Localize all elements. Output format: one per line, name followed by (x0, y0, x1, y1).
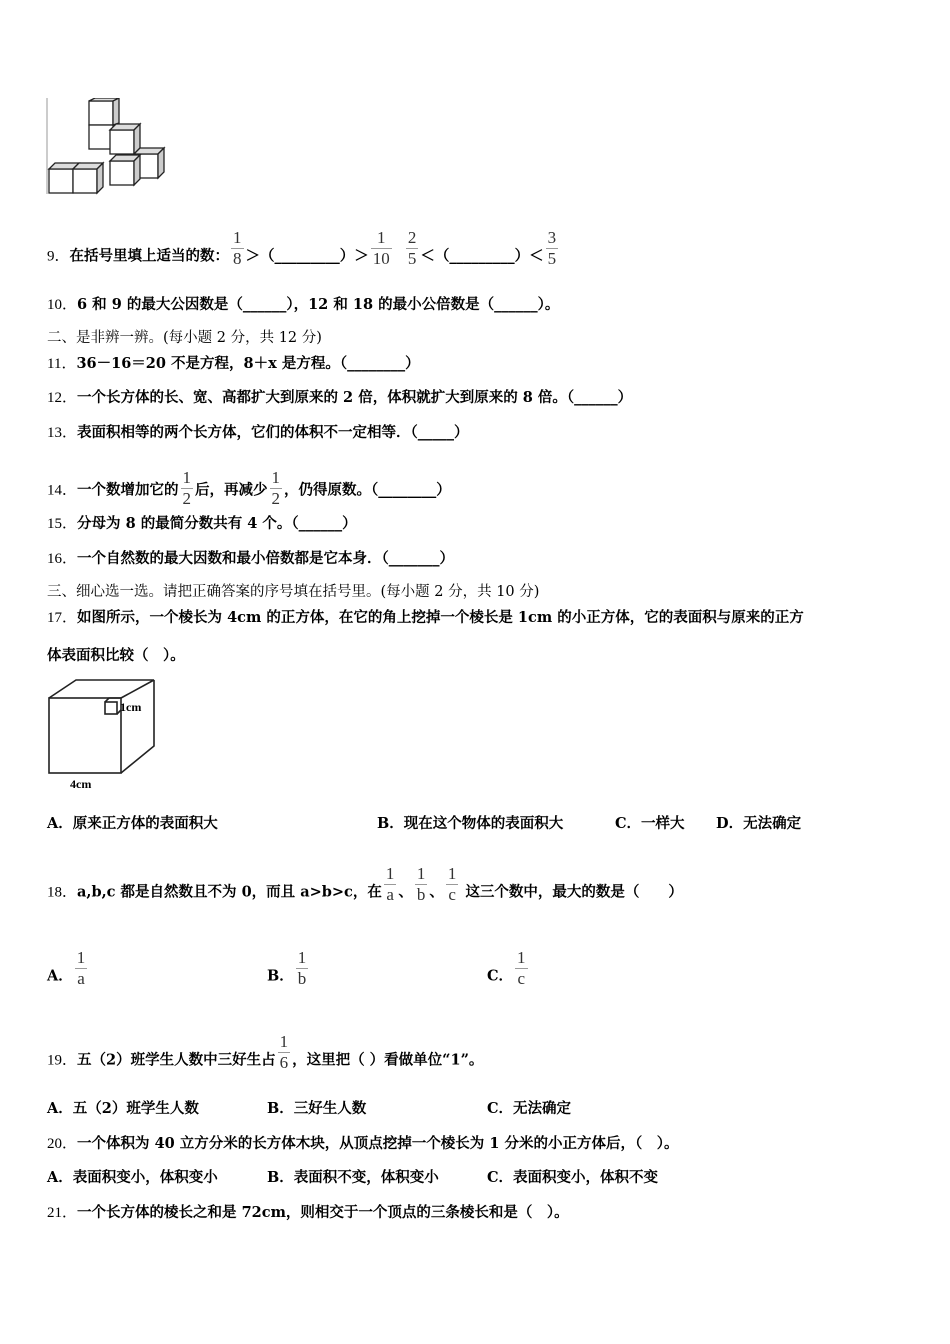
section-2-heading: 二、是非辨一辨。(每小题 2 分，共 12 分) (47, 330, 322, 346)
denominator: b (416, 885, 426, 904)
text (97, 163, 103, 193)
text: ，这里把（ ）看做单位“1”。 (292, 1051, 484, 1069)
text: 后，再减少 (195, 481, 268, 499)
text (110, 161, 134, 185)
text: 一个长方体的棱长之和是 72cm，则相交于一个顶点的三条棱长和是（ ）。 (77, 1204, 569, 1221)
text (89, 101, 113, 125)
fraction (231, 228, 244, 269)
numerator: 1 (371, 228, 392, 249)
denominator: c (448, 885, 456, 904)
text (73, 169, 97, 193)
text: 18． (47, 884, 78, 901)
option-b[interactable]: B．现在这个物体的表面积大 (377, 815, 564, 832)
denominator: 6 (279, 1053, 289, 1072)
numerator: 1 (517, 948, 526, 967)
denominator: 8 (233, 249, 242, 268)
text: 21． (47, 1205, 78, 1221)
question-17-cont: 体表面积比较（ ）。 (47, 647, 185, 664)
text: 6 和 9 的最大公因数是（______），12 和 18 的最小公倍数是（______）。 (77, 296, 560, 313)
question-21 (47, 1203, 569, 1223)
text: 一个体积为 40 立方分米的长方体木块，从顶点挖掉一个棱长为 1 分米的小正方体后，（ ）。 (77, 1135, 679, 1152)
answer-blank[interactable]: ＞（_________）＞ (245, 247, 369, 265)
text: 17． (47, 610, 78, 626)
denominator: b (297, 969, 307, 988)
text: 、 (398, 883, 413, 901)
text: 一个数增加它的 (77, 481, 179, 499)
denominator: a (77, 969, 85, 988)
option-c[interactable] (487, 948, 530, 997)
text (49, 169, 73, 193)
option-b[interactable]: B．三好生人数 (267, 1100, 367, 1117)
fraction (278, 1032, 291, 1073)
text (105, 702, 117, 714)
answer-blank[interactable]: ＜（_________）＜ (420, 247, 544, 265)
option-a[interactable]: A．五（2）班学生人数 (47, 1100, 199, 1117)
question-18 (47, 864, 683, 913)
denominator: a (386, 885, 394, 904)
text: a,b,c 都是自然数且不为 0，而且 a>b>c，在 (77, 883, 382, 901)
text (49, 698, 121, 773)
denominator: 10 (372, 249, 390, 268)
numerator: 1 (447, 864, 457, 883)
denominator (75, 948, 88, 989)
text: ，仍得原数。（________） (284, 481, 451, 499)
text: 20． (47, 1136, 78, 1152)
text: 12． (47, 390, 78, 406)
question-15 (47, 514, 357, 534)
text: 这三个数中，最大的数是（ ） (465, 883, 683, 901)
label-1cm: 1cm (120, 700, 142, 714)
denominator (296, 948, 309, 989)
fraction (371, 228, 392, 269)
label-4cm: 4cm (70, 777, 92, 791)
text: 36－16＝20 不是方程，8＋x 是方程。（________） (76, 355, 420, 372)
text: 9． (47, 248, 70, 265)
fraction (384, 864, 397, 905)
denominator: 5 (407, 249, 417, 268)
fraction (270, 468, 283, 509)
text: 一个长方体的长、宽、高都扩大到原来的 2 倍，体积就扩大到原来的 8 倍。（______） (77, 389, 633, 406)
option-d[interactable]: D．无法确定 (716, 815, 802, 832)
section-3-heading: 三、细心选一选。请把正确答案的序号填在括号里。(每小题 2 分，共 10 分) (47, 584, 540, 600)
numerator: 2 (407, 228, 417, 247)
numerator: 1 (416, 864, 426, 883)
numerator: 1 (182, 468, 192, 487)
fraction (181, 468, 194, 509)
numerator: 1 (271, 468, 281, 487)
text (49, 98, 164, 193)
numerator: 1 (233, 228, 242, 247)
text: 分母为 8 的最简分数共有 4 个。（______） (77, 515, 357, 532)
text (113, 98, 119, 125)
denominator (515, 948, 528, 989)
text (110, 130, 134, 154)
denominator: 5 (547, 249, 557, 268)
fraction (406, 228, 419, 269)
option-c[interactable]: C．一样大 (615, 815, 685, 832)
fraction (546, 228, 559, 269)
question-10 (47, 295, 559, 315)
fraction (446, 864, 459, 905)
option-c[interactable]: C．表面积变小，体积不变 (487, 1169, 659, 1186)
question-12 (47, 388, 632, 408)
text: 、 (429, 883, 444, 901)
question-20 (47, 1134, 678, 1154)
text: 11． (47, 356, 77, 372)
fraction (415, 864, 428, 905)
text: 10． (47, 297, 78, 313)
numerator: 3 (547, 228, 557, 247)
option-b[interactable]: B．表面积不变，体积变小 (267, 1169, 439, 1186)
text (49, 680, 154, 773)
text (134, 155, 140, 185)
option-c[interactable]: C．无法确定 (487, 1100, 572, 1117)
question-16 (47, 549, 454, 569)
text: 表面积相等的两个长方体，它们的体积不一定相等．（_____） (77, 424, 469, 441)
question-17 (47, 608, 804, 628)
question-19 (47, 1032, 484, 1081)
option-b[interactable] (267, 948, 310, 997)
text: 15． (47, 516, 78, 532)
text: C． (487, 967, 514, 985)
denominator: c (517, 969, 526, 988)
text (121, 680, 154, 773)
text: 13． (47, 425, 78, 441)
denominator: 2 (271, 489, 281, 508)
numerator: 1 (297, 948, 307, 967)
cube-figure (46, 676, 166, 791)
cube-stack-figure (46, 98, 166, 196)
text: A． (47, 967, 73, 985)
text: 19． (47, 1052, 78, 1069)
text: 一个自然数的最大因数和最小倍数都是它本身．（_______） (77, 550, 455, 567)
denominator: 2 (182, 489, 192, 508)
question-11 (47, 354, 420, 374)
text: 14． (47, 482, 78, 499)
question-9 (47, 228, 560, 277)
text (158, 148, 164, 178)
numerator: 1 (76, 948, 86, 967)
text: 16． (47, 551, 78, 567)
numerator: 1 (385, 864, 395, 883)
question-14 (47, 470, 451, 511)
text: B． (267, 967, 294, 985)
text: 五（2）班学生人数中三好生占 (77, 1051, 276, 1069)
text: 在括号里填上适当的数： (69, 247, 230, 265)
question-13 (47, 423, 469, 443)
text: 如图所示，一个棱长为 4cm 的正方体，在它的角上挖掉一个棱长是 1cm 的小正方体，它的表面积与原来的正方 (77, 609, 804, 626)
text (49, 680, 154, 698)
option-a[interactable]: A．原来正方体的表面积大 (47, 815, 218, 832)
option-a[interactable]: A．表面积变小，体积变小 (47, 1169, 218, 1186)
numerator: 1 (279, 1032, 289, 1051)
option-a[interactable] (47, 948, 89, 997)
